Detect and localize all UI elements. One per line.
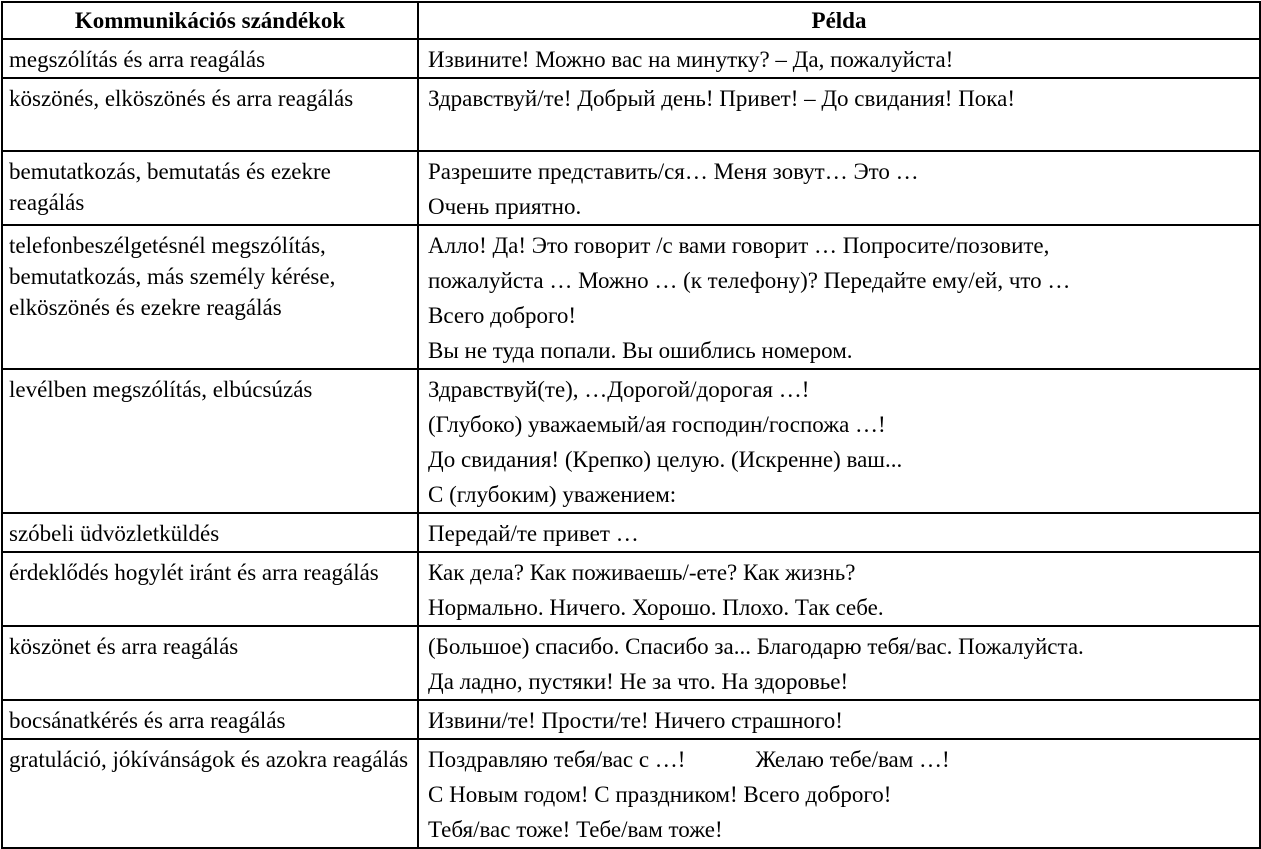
example-cell bbox=[418, 78, 1260, 151]
intent-cell: köszönet és arra reagálás bbox=[2, 626, 418, 700]
intent-cell: bocsánatkérés és arra reagálás bbox=[2, 700, 418, 739]
intent-cell: levélben megszólítás, elbúcsúzás bbox=[2, 369, 418, 513]
intent-cell: bemutatkozás, bemutatás és ezekre reagálás bbox=[2, 151, 418, 225]
table-row bbox=[2, 700, 1260, 739]
table-row bbox=[2, 626, 1260, 700]
example-line: Извини/те! Прости/те! Ничего страшного! bbox=[428, 708, 843, 733]
table-row bbox=[2, 39, 1260, 78]
example-cell bbox=[418, 369, 1260, 513]
example-line bbox=[428, 744, 1253, 775]
intent-cell: érdeklődés hogylét iránt és arra reagálás bbox=[2, 552, 418, 626]
header-example: Példa bbox=[418, 2, 1260, 39]
intent-cell: köszönés, elköszönés és arra reagálás bbox=[2, 78, 418, 151]
intent-cell: gratuláció, jókívánságok és azokra reagálás bbox=[2, 739, 418, 848]
example-line: пожалуйста … Можно … (к телефону)? Передайте ему/ей, что … bbox=[428, 268, 1071, 293]
example-cell bbox=[418, 225, 1260, 369]
example-line: Здравствуй(те), …Дорогой/дорогая …! bbox=[428, 377, 810, 402]
example-line: (Большое) спасибо. Спасибо за... Благодарю тебя/вас. Пожалуйста. bbox=[428, 634, 1084, 659]
example-line: Нормально. Ничего. Хорошо. Плохо. Так себе. bbox=[428, 595, 884, 620]
example-line: Да ладно, пустяки! Не за что. На здоровье! bbox=[428, 669, 849, 694]
table-row bbox=[2, 739, 1260, 848]
example-line: Алло! Да! Это говорит /с вами говорит … Попросите/позовите, bbox=[428, 233, 1050, 258]
example-cell bbox=[418, 739, 1260, 848]
example-cell bbox=[418, 700, 1260, 739]
header-row bbox=[2, 2, 1260, 39]
example-line: Передай/те привет … bbox=[428, 521, 639, 546]
example-line: Вы не туда попали. Вы ошиблись номером. bbox=[428, 338, 853, 363]
table-row bbox=[2, 225, 1260, 369]
intent-cell: szóbeli üdvözletküldés bbox=[2, 513, 418, 552]
table-row bbox=[2, 369, 1260, 513]
table-row bbox=[2, 513, 1260, 552]
example-cell bbox=[418, 552, 1260, 626]
intent-cell: telefonbeszélgetésnél megszólítás, bemutatkozás, más személy kérése, elköszönés és ezekre reagálás bbox=[2, 225, 418, 369]
example-line: Как дела? Как поживаешь/-ете? Как жизнь? bbox=[428, 560, 856, 585]
example-cell bbox=[418, 513, 1260, 552]
table-row bbox=[2, 151, 1260, 225]
example-line: Тебя/вас тоже! Тебе/вам тоже! bbox=[428, 817, 723, 842]
header-intents: Kommunikációs szándékok bbox=[2, 2, 418, 39]
example-line: Разрешите представить/ся… Меня зовут… Это … bbox=[428, 159, 919, 184]
example-cell bbox=[418, 626, 1260, 700]
example-line: До свидания! (Крепко) целую. (Искренне) ваш... bbox=[428, 447, 903, 472]
example-cell bbox=[418, 39, 1260, 78]
table-row bbox=[2, 552, 1260, 626]
example-line: Здравствуй/те! Добрый день! Привет! – До свидания! Пока! bbox=[428, 86, 1016, 111]
intent-cell: megszólítás és arra reagálás bbox=[2, 39, 418, 78]
example-phrase: Желаю тебе/вам …! bbox=[755, 747, 950, 772]
example-line: Всего доброго! bbox=[428, 303, 577, 328]
communication-intents-table bbox=[1, 1, 1261, 849]
example-line: С Новым годом! С праздником! Всего доброго! bbox=[428, 782, 892, 807]
example-line: С (глубоким) уважением: bbox=[428, 482, 677, 507]
example-cell bbox=[418, 151, 1260, 225]
example-line: (Глубоко) уважаемый/ая господин/госпожа …! bbox=[428, 412, 886, 437]
example-line: Очень приятно. bbox=[428, 194, 582, 219]
example-line: Извините! Можно вас на минутку? – Да, пожалуйста! bbox=[428, 47, 954, 72]
example-phrase: Поздравляю тебя/вас с …! bbox=[428, 747, 686, 772]
table-row bbox=[2, 78, 1260, 151]
